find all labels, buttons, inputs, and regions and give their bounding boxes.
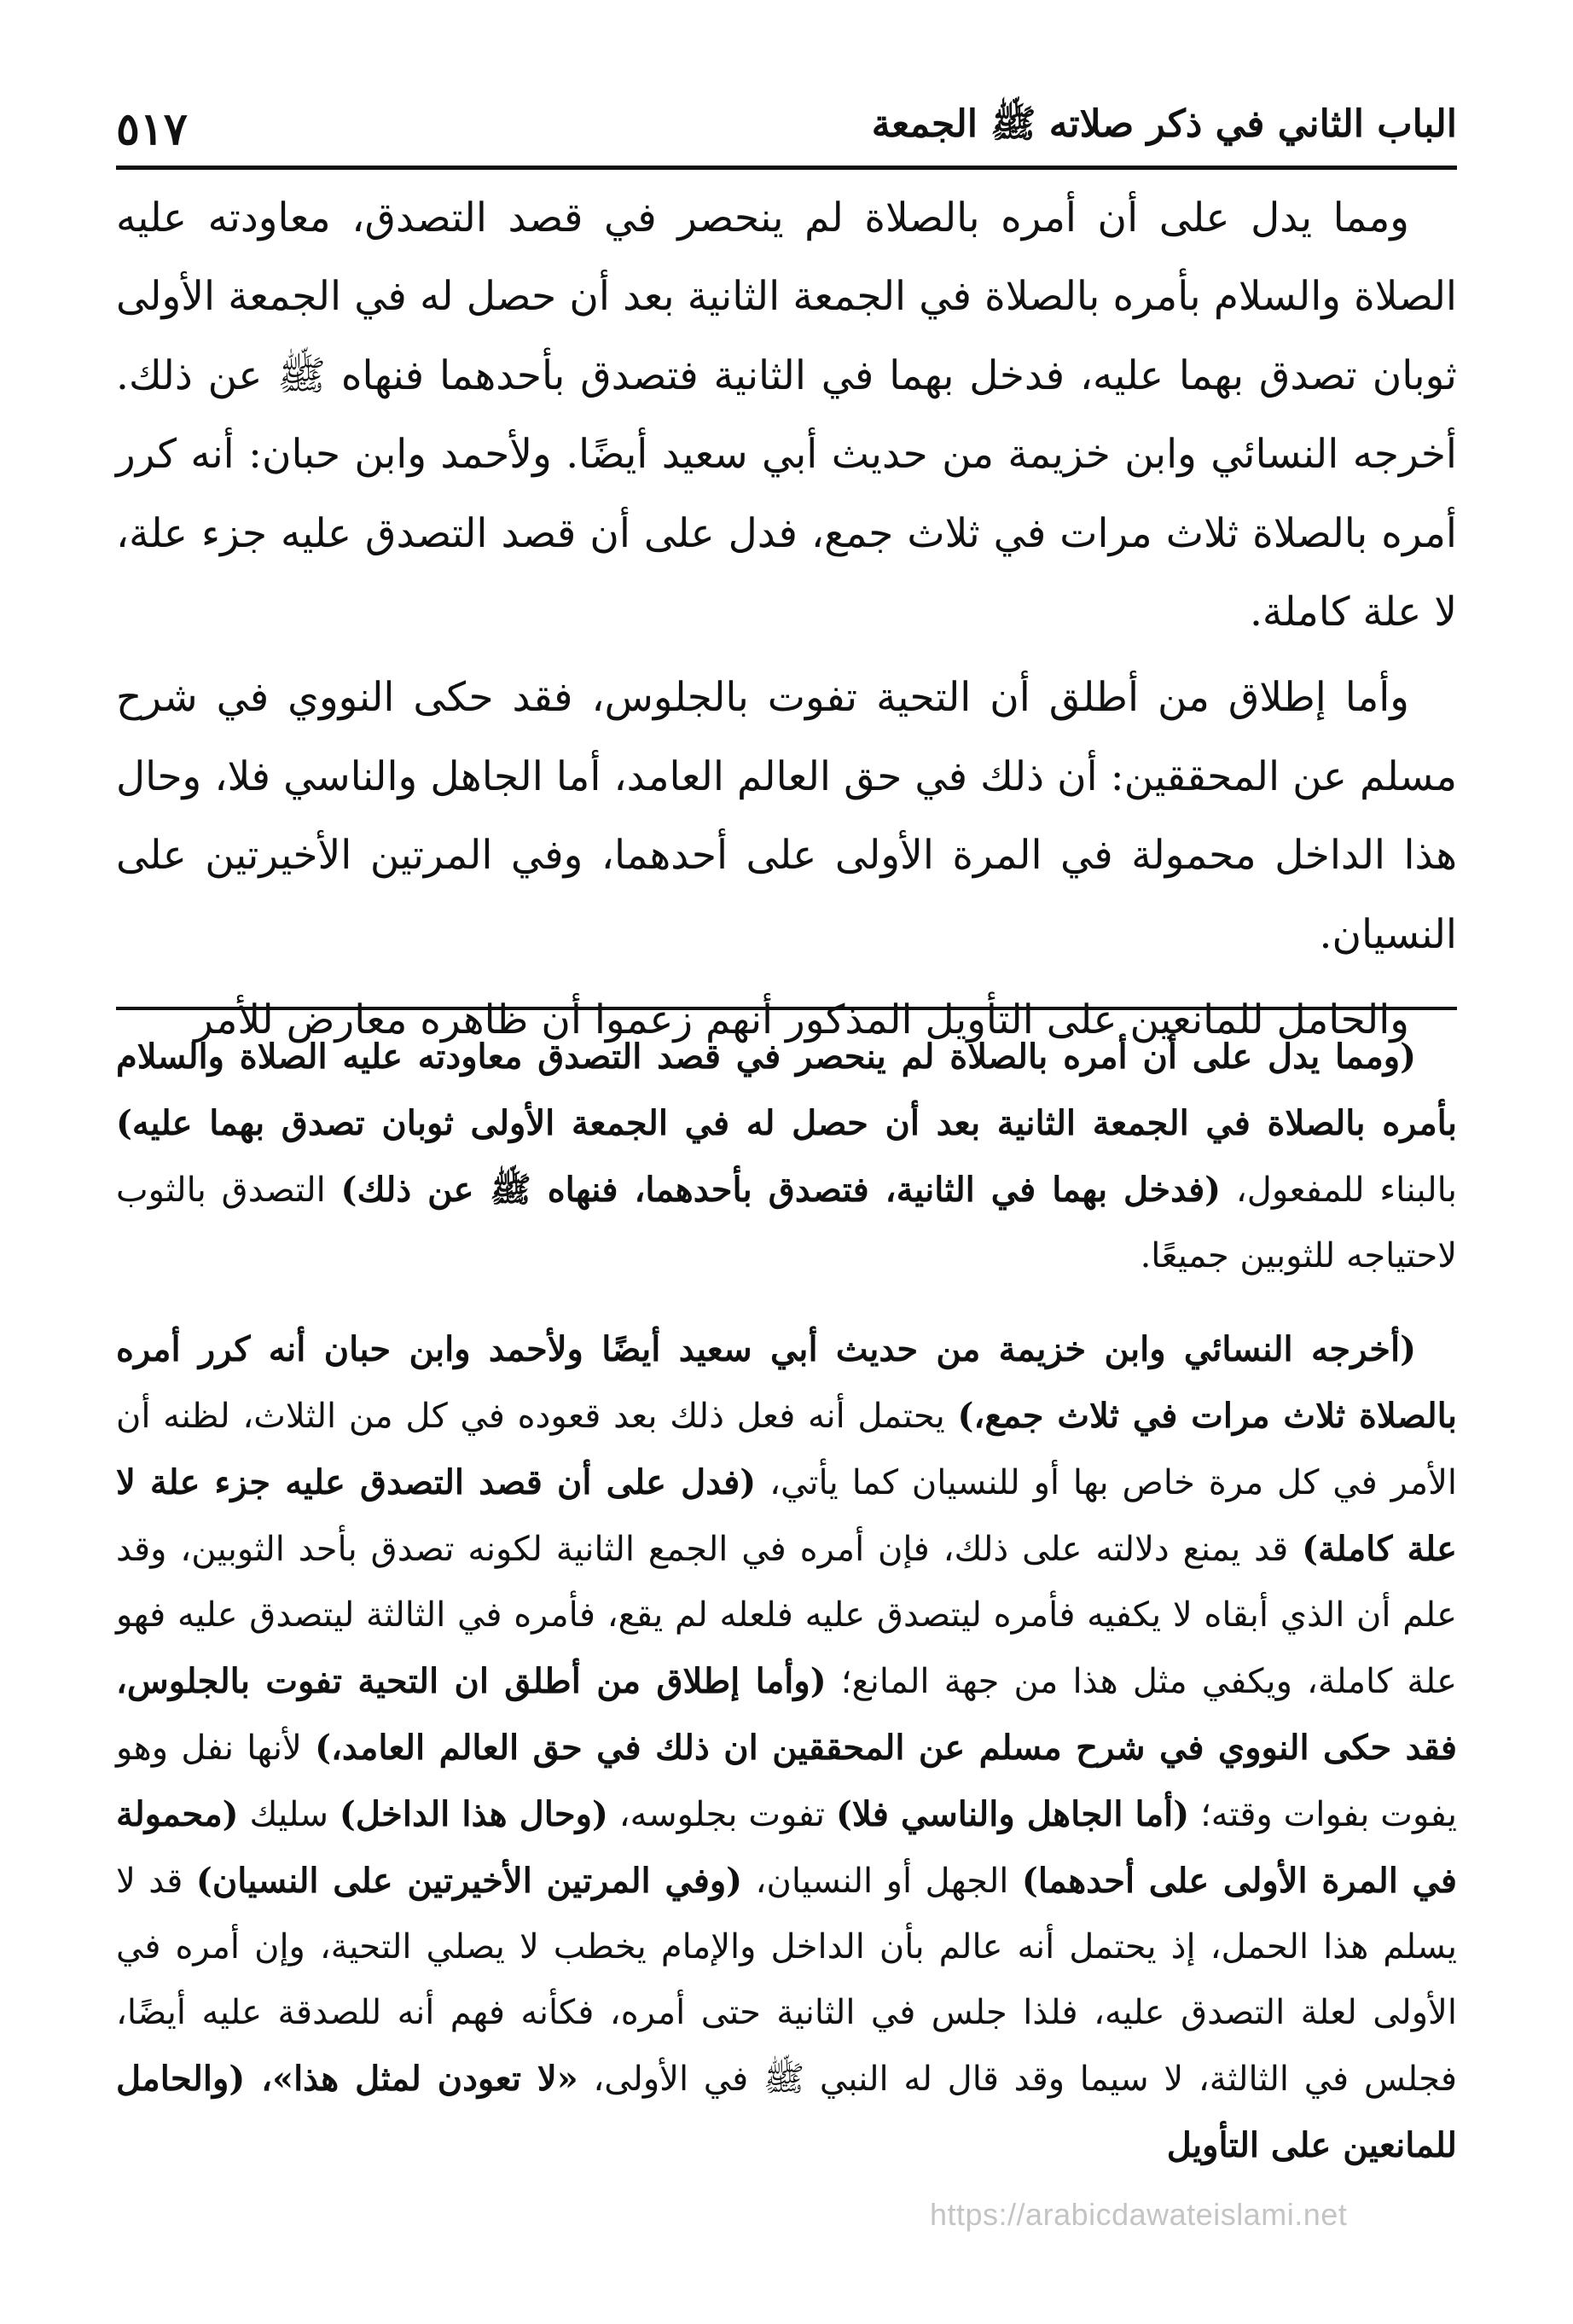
quoted-text: (فدخل بهما في الثانية، فتصدق بأحدهما، فنهاه ﷺ عن ذلك) — [340, 1170, 1222, 1210]
commentary-text: لأنها نفل وهو يفوت بفوات وقته؛ — [116, 1728, 1457, 1834]
main-text — [116, 179, 1457, 1060]
watermark-url: https://arabicdawateislami.net — [930, 2197, 1348, 2232]
commentary-text: الجهل أو النسيان، — [742, 1862, 1022, 1901]
quoted-text: (محمولة في المرة الأولى على أحدهما) — [116, 1794, 1457, 1901]
quoted-text: (وحال هذا الداخل) — [339, 1794, 608, 1834]
running-title: الباب الثاني في ذكر صلاته ﷺ الجمعة — [871, 102, 1457, 146]
footnote-divider — [116, 1007, 1457, 1010]
commentary — [116, 1024, 1457, 2179]
main-paragraph: والحامل للمانعين على التأويل المذكور أنهم زعموا أن ظاهره معارض للأمر — [194, 996, 1409, 1044]
main-paragraph: وأما إطلاق من أطلق أن التحية تفوت بالجلوس، فقد حكى النووي في شرح مسلم عن المحققين: أن ذلك في حق العالم العامد، أما الجاهل والناسي فلا، وحال هذا الداخل محمولة في المرة الأولى على أحدهما، وفي المرتين الأخيرتين على النسيان. — [116, 674, 1457, 958]
commentary-text: سليك — [238, 1795, 340, 1834]
quoted-text: (أخرجه النسائي وابن خزيمة من حديث أبي سعيد أيضًا ولأحمد وابن حبان أنه كرر أمره بالصلاة ثلاث مرات في ثلاث جمع،) — [116, 1329, 1457, 1436]
page-header — [116, 78, 1457, 155]
quoted-text: (وأما إطلاق من أطلق ان التحية تفوت بالجلوس، فقد حكى النووي في شرح مسلم عن المحققين ان ذلك في حق العالم العامد،) — [116, 1661, 1457, 1768]
quoted-text: (ومما يدل على أن أمره بالصلاة لم ينحصر في قصد التصدق معاودته عليه الصلاة والسلام بأمره بالصلاة في الجمعة الثانية بعد أن حصل له في الجمعة الأولى ثوبان تصدق بهما عليه) — [116, 1037, 1457, 1143]
page-number: ٥١٧ — [116, 103, 188, 155]
main-paragraph: ومما يدل على أن أمره بالصلاة لم ينحصر في قصد التصدق، معاودته عليه الصلاة والسلام بأمره بالصلاة في الجمعة الثانية بعد أن حصل له في الجمعة الأولى ثوبان تصدق بهما عليه، فدخل بهما في الثانية فتصدق بأحدهما فنهاه ﷺ عن ذلك. أخرجه النسائي وابن خزيمة من حديث أبي سعيد أيضًا. ولأحمد وابن حبان: أنه كرر أمره بالصلاة ثلاث مرات في ثلاث جمع، فدل على أن قصد التصدق عليه جزء علة، لا علة كاملة. — [116, 195, 1457, 636]
quoted-text: (فدل على أن قصد التصدق عليه جزء علة لا علة كاملة) — [116, 1462, 1457, 1569]
commentary-paragraph — [116, 1316, 1457, 2179]
commentary-text: تفوت بجلوسه، — [607, 1795, 836, 1834]
quoted-text: «لا تعودن لمثل هذا»، (والحامل للمانعين على التأويل — [116, 2059, 1457, 2165]
commentary-text: يحتمل أنه فعل ذلك بعد قعوده في كل من الثلاث، لظنه أن الأمر في كل مرة خاص بها أو للنسيان كما يأتي، — [116, 1397, 1457, 1502]
quoted-text: (وفي المرتين الأخيرتين على النسيان) — [195, 1861, 743, 1901]
commentary-text: بالبناء للمفعول، — [1221, 1171, 1457, 1210]
commentary-paragraph — [116, 1024, 1457, 1289]
commentary-text: التصدق بالثوب لاحتياجه للثوبين جميعًا. — [116, 1171, 1457, 1275]
commentary-text: قد لا يسلم هذا الحمل، إذ يحتمل أنه عالم بأن الداخل والإمام يخطب لا يصلي التحية، وإن أمره في الأولى لعلة التصدق عليه، فلذا جلس في الثانية حتى أمره، فكأنه فهم أنه للصدقة عليه أيضًا، فجلس في الثالثة، لا سيما وقد قال له النبي ﷺ في الأولى، — [116, 1862, 1458, 2099]
commentary-text: قد يمنع دلالته على ذلك، فإن أمره في الجمع الثانية لكونه تصدق بأحد الثوبين، وقد علم أن الذي أبقاه لا يكفيه فأمره ليتصدق عليه فلعله لم يقع، فأمره في الثالثة ليتصدق عليه فهو علة كاملة، ويكفي مثل هذا من جهة المانع؛ — [116, 1530, 1458, 1701]
quoted-text: (أما الجاهل والناسي فلا) — [835, 1794, 1190, 1834]
header-rule — [116, 166, 1457, 170]
